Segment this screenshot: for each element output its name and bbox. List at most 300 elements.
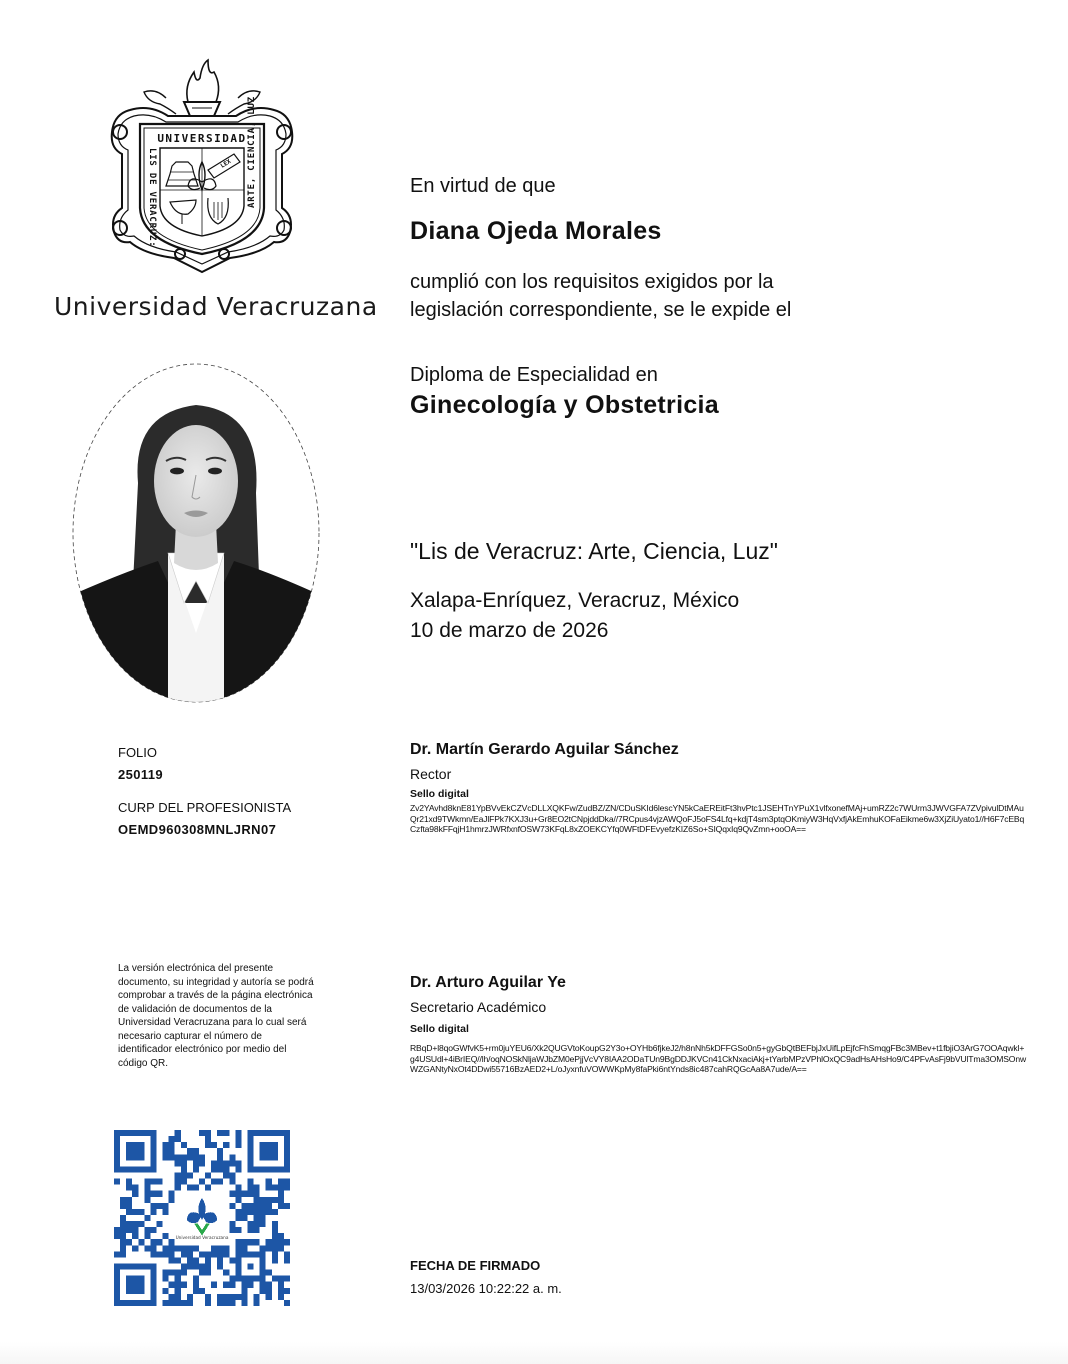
qr-module: [248, 1179, 254, 1185]
validation-notice: La versión electrónica del presente documento, su integridad y autoría se podrá comprobar a través de la página electrónica de validación de documentos de la Universidad Veracruzana para lo cual será necesario capturar el número de identificador electrónico por medio del código QR.: [118, 963, 314, 1069]
qr-module: [272, 1221, 278, 1227]
qr-module: [211, 1245, 217, 1251]
qr-module: [235, 1197, 241, 1203]
qr-module: [181, 1245, 187, 1251]
qr-module: [229, 1160, 235, 1166]
qr-module: [272, 1257, 278, 1263]
qr-module: [193, 1148, 199, 1154]
qr-module: [175, 1288, 181, 1294]
qr-module: [217, 1264, 223, 1270]
qr-module: [254, 1227, 260, 1233]
qr-module: [169, 1294, 175, 1300]
qr-module: [169, 1300, 175, 1306]
qr-module: [144, 1179, 150, 1185]
qr-module: [169, 1257, 175, 1263]
secretary-seal-label: Sello digital: [410, 1023, 469, 1035]
qr-module: [223, 1160, 229, 1166]
qr-module: [260, 1221, 266, 1227]
qr-module: [175, 1282, 181, 1288]
qr-module: [241, 1282, 247, 1288]
qr-module: [169, 1142, 175, 1148]
qr-module: [266, 1179, 272, 1185]
qr-module: [144, 1245, 150, 1251]
qr-module: [163, 1233, 169, 1239]
qr-module: [126, 1221, 132, 1227]
university-name-wordmark: Universidad Veracruzana: [54, 292, 378, 321]
qr-module: [150, 1203, 156, 1209]
qr-module: [217, 1245, 223, 1251]
qr-module: [229, 1227, 235, 1233]
qr-module: [241, 1215, 247, 1221]
qr-module: [150, 1209, 156, 1215]
qr-module: [126, 1203, 132, 1209]
curp-label: CURP DEL PROFESIONISTA: [118, 800, 292, 815]
qr-module: [163, 1276, 169, 1282]
qr-module: [181, 1172, 187, 1178]
qr-module: [235, 1191, 241, 1197]
qr-module: [266, 1203, 272, 1209]
qr-module: [223, 1245, 229, 1251]
qr-module: [284, 1257, 290, 1263]
qr-module: [120, 1245, 126, 1251]
qr-module: [144, 1191, 150, 1197]
qr-module: [199, 1264, 205, 1270]
qr-module: [187, 1257, 193, 1263]
qr-module: [169, 1251, 175, 1257]
qr-module: [217, 1294, 223, 1300]
qr-module: [254, 1294, 260, 1300]
qr-module: [266, 1288, 272, 1294]
secretary-role: Secretario Académico: [410, 999, 547, 1015]
qr-module: [187, 1148, 193, 1154]
qr-module: [156, 1239, 162, 1245]
qr-module: [217, 1251, 223, 1257]
qr-module: [205, 1300, 211, 1306]
qr-module: [278, 1191, 284, 1197]
qr-module: [272, 1185, 278, 1191]
qr-module: [217, 1148, 223, 1154]
qr-module: [278, 1233, 284, 1239]
qr-module: [229, 1276, 235, 1282]
qr-module: [229, 1191, 235, 1197]
qr-module: [235, 1227, 241, 1233]
qr-module: [193, 1160, 199, 1166]
qr-module: [163, 1142, 169, 1148]
qr-module: [138, 1209, 144, 1215]
qr-module: [163, 1148, 169, 1154]
qr-module: [223, 1142, 229, 1148]
qr-module: [223, 1251, 229, 1257]
qr-module: [284, 1179, 290, 1185]
qr-module: [205, 1136, 211, 1142]
qr-module: [163, 1288, 169, 1294]
qr-module: [235, 1294, 241, 1300]
curp-value: OEMD960308MNLJRN07: [118, 822, 277, 837]
qr-module: [278, 1197, 284, 1203]
qr-module: [248, 1209, 254, 1215]
qr-module: [229, 1221, 235, 1227]
qr-module: [260, 1215, 266, 1221]
qr-module: [223, 1300, 229, 1306]
qr-module: [144, 1185, 150, 1191]
secretary-digital-seal: RBqD+l8qoGWfvK5+rm0juYEU6/Xk2QUGVtoKoupG2Y3o+OYHb6fjkeJ2/h8nNh5kDFFGSo0n5+gyGbQtBEFbjJxUifLpEjfcFhSmqgFBc3MBev+t1fbjiO3ArG7OOAqwkl+g4USUdl+4iBrIEQ//lh/oqNOSkNljaWJbZM0ePjjVcVY8IAA2ODaTUn9BgDDJKVCn41CkNxaciAkj+tYarbMPzVPhlOxQC9adHsAHsHo9/C4PFvAsFj9bVUlTma3OMSOnwWZGANtyNxOt4DDwi55716BzAED2+L/oJyxnfuVOWWKpMy8faPki6ntYnds8ic487cahRQGcAa8A7ude/A==: [410, 1043, 1027, 1074]
qr-module: [205, 1185, 211, 1191]
qr-module: [284, 1203, 290, 1209]
qr-module: [217, 1160, 223, 1166]
qr-module: [120, 1215, 126, 1221]
rector-seal-label: Sello digital: [410, 788, 469, 800]
qr-module: [138, 1221, 144, 1227]
qr-module: [272, 1227, 278, 1233]
qr-module: [175, 1270, 181, 1276]
qr-module: [156, 1203, 162, 1209]
qr-module: [175, 1160, 181, 1166]
folio-label: FOLIO: [118, 745, 158, 760]
qr-module: [187, 1172, 193, 1178]
qr-module: [193, 1264, 199, 1270]
qr-module: [260, 1203, 266, 1209]
qr-module: [272, 1233, 278, 1239]
qr-module: [229, 1172, 235, 1178]
qr-module: [193, 1245, 199, 1251]
qr-module: [181, 1154, 187, 1160]
qr-module: [278, 1185, 284, 1191]
qr-module: [248, 1227, 254, 1233]
qr-module: [254, 1300, 260, 1306]
qr-module: [120, 1203, 126, 1209]
qr-module: [223, 1270, 229, 1276]
qr-module: [169, 1282, 175, 1288]
qr-module: [235, 1245, 241, 1251]
signing-date-label: FECHA DE FIRMADO: [410, 1258, 541, 1273]
svg-text:UNIVERSIDAD: UNIVERSIDAD: [157, 132, 247, 145]
qr-module: [175, 1154, 181, 1160]
qr-module: [235, 1215, 241, 1221]
qr-module: [150, 1179, 156, 1185]
qr-module: [272, 1239, 278, 1245]
qr-module: [193, 1282, 199, 1288]
qr-module: [278, 1245, 284, 1251]
qr-module: [199, 1288, 205, 1294]
qr-module: [284, 1239, 290, 1245]
qr-module: [223, 1282, 229, 1288]
intro-text: En virtud de que: [410, 175, 556, 197]
qr-module: [181, 1270, 187, 1276]
qr-module: [205, 1264, 211, 1270]
body-line-1: cumplió con los requisitos exigidos por la: [410, 271, 774, 293]
qr-module: [223, 1130, 229, 1136]
qr-module: [187, 1294, 193, 1300]
qr-module: [199, 1130, 205, 1136]
qr-module: [217, 1300, 223, 1306]
qr-module: [181, 1179, 187, 1185]
qr-module: [193, 1257, 199, 1263]
qr-module: [278, 1239, 284, 1245]
qr-module: [199, 1160, 205, 1166]
qr-module: [138, 1239, 144, 1245]
qr-module: [260, 1245, 266, 1251]
qr-module: [169, 1154, 175, 1160]
qr-module: [181, 1282, 187, 1288]
qr-module: [248, 1221, 254, 1227]
qr-module: [254, 1191, 260, 1197]
qr-module: [254, 1185, 260, 1191]
qr-module: [241, 1239, 247, 1245]
qr-module: [132, 1221, 138, 1227]
svg-text:LIS DE VERACRUZ:: LIS DE VERACRUZ:: [147, 148, 157, 248]
qr-module: [126, 1185, 132, 1191]
qr-module: [272, 1251, 278, 1257]
qr-module: [241, 1245, 247, 1251]
qr-module: [181, 1264, 187, 1270]
qr-module: [175, 1276, 181, 1282]
qr-module: [266, 1239, 272, 1245]
qr-module: [144, 1227, 150, 1233]
specialty-title: Ginecología y Obstetricia: [410, 391, 719, 419]
qr-module: [254, 1197, 260, 1203]
qr-module: [175, 1245, 181, 1251]
qr-module: [223, 1166, 229, 1172]
qr-module: [144, 1215, 150, 1221]
qr-module: [211, 1282, 217, 1288]
rector-name: Dr. Martín Gerardo Aguilar Sánchez: [410, 741, 679, 758]
qr-module: [163, 1300, 169, 1306]
qr-module: [199, 1179, 205, 1185]
qr-module: [175, 1294, 181, 1300]
qr-module: [199, 1251, 205, 1257]
secretary-name: Dr. Arturo Aguilar Ye: [410, 974, 566, 991]
qr-module: [175, 1172, 181, 1178]
qr-module: [181, 1160, 187, 1166]
qr-module: [169, 1270, 175, 1276]
university-motto: "Lis de Veracruz: Arte, Ciencia, Luz": [410, 538, 778, 564]
qr-module: [248, 1282, 254, 1288]
qr-module: [260, 1288, 266, 1294]
qr-module: [181, 1251, 187, 1257]
qr-module: [229, 1154, 235, 1160]
qr-module: [163, 1154, 169, 1160]
qr-module: [284, 1300, 290, 1306]
qr-module: [150, 1191, 156, 1197]
qr-module: [120, 1239, 126, 1245]
qr-module: [241, 1288, 247, 1294]
qr-module: [132, 1191, 138, 1197]
qr-module: [248, 1185, 254, 1191]
qr-module: [254, 1239, 260, 1245]
qr-module: [223, 1294, 229, 1300]
diploma-body-text: [410, 268, 791, 324]
qr-module: [132, 1245, 138, 1251]
qr-module: [217, 1166, 223, 1172]
qr-module: [156, 1179, 162, 1185]
qr-logo-text: [176, 1235, 229, 1240]
qr-module: [187, 1185, 193, 1191]
qr-module: [278, 1179, 284, 1185]
qr-module: [241, 1209, 247, 1215]
qr-module: [156, 1191, 162, 1197]
qr-module: [235, 1239, 241, 1245]
issue-date: 10 de marzo de 2026: [410, 619, 609, 642]
qr-module: [132, 1209, 138, 1215]
qr-module: [156, 1221, 162, 1227]
qr-module: [193, 1288, 199, 1294]
qr-module: [175, 1130, 181, 1136]
qr-module: [211, 1166, 217, 1172]
qr-module: [235, 1136, 241, 1142]
qr-module: [235, 1166, 241, 1172]
qr-module: [187, 1300, 193, 1306]
qr-module: [169, 1239, 175, 1245]
qr-module: [205, 1251, 211, 1257]
qr-module: [199, 1270, 205, 1276]
diploma-type: Diploma de Especialidad en: [410, 364, 658, 386]
qr-module: [241, 1300, 247, 1306]
qr-module: [266, 1185, 272, 1191]
qr-module: [205, 1172, 211, 1178]
qr-module: [150, 1239, 156, 1245]
qr-module: [241, 1294, 247, 1300]
qr-module: [266, 1282, 272, 1288]
qr-module: [272, 1197, 278, 1203]
qr-module: [120, 1251, 126, 1257]
qr-module: [175, 1136, 181, 1142]
qr-module: [175, 1257, 181, 1263]
qr-module: [120, 1233, 126, 1239]
qr-module: [272, 1276, 278, 1282]
qr-module: [284, 1288, 290, 1294]
qr-module: [150, 1251, 156, 1257]
qr-module: [120, 1197, 126, 1203]
qr-module: [193, 1276, 199, 1282]
qr-module: [217, 1179, 223, 1185]
qr-module: [248, 1191, 254, 1197]
qr-module: [126, 1179, 132, 1185]
qr-module: [126, 1197, 132, 1203]
qr-module: [175, 1300, 181, 1306]
qr-module: [144, 1197, 150, 1203]
qr-module: [229, 1300, 235, 1306]
qr-module: [278, 1203, 284, 1209]
qr-module: [217, 1257, 223, 1263]
qr-module: [114, 1251, 120, 1257]
qr-module: [284, 1251, 290, 1257]
qr-module: [278, 1282, 284, 1288]
qr-module: [223, 1172, 229, 1178]
qr-module: [211, 1179, 217, 1185]
qr-module: [205, 1294, 211, 1300]
qr-module: [235, 1130, 241, 1136]
qr-module: [132, 1233, 138, 1239]
qr-module: [260, 1282, 266, 1288]
qr-module: [272, 1209, 278, 1215]
qr-module: [260, 1209, 266, 1215]
qr-module: [169, 1136, 175, 1142]
svg-text:LEX: LEX: [219, 158, 233, 170]
rector-digital-seal: Zv2YAvhd8knE81YpBVvEkCZVcDLLXQKFw/ZudBZ/ZN/CDuSKId6lescYN5kCaEREitFt3hvPtc1JSEHTnYPuX1vlfxonefMAj+umRZ2c7WUrm3JWVGFA7ZVpivulDtMAuQr21xd9TWkmn/EaJlFPk7KXJ3u+Gr8EO2tCNpjddDka//7RCpus4vjzAWQoFJ5oFS4Lfq+kdjT4sm3ptqOKmiyW3HqVxfjAkEmhuKOFaEikme6w3XjZiUyato1//H6F7cEBqCzfta98kFFqjH1hmrzJWRfxnfOSW73KFqL8xZOEKCYfq0WFtDFEvyefzKIZ6So+SIQqxIq9QvZmn+ooOA==: [410, 803, 1025, 834]
qr-module: [211, 1142, 217, 1148]
qr-module: [169, 1191, 175, 1197]
qr-module: [254, 1209, 260, 1215]
qr-module: [114, 1233, 120, 1239]
qr-module: [187, 1154, 193, 1160]
qr-module: [144, 1233, 150, 1239]
qr-module: [126, 1209, 132, 1215]
qr-module: [211, 1251, 217, 1257]
university-seal-logo: [104, 58, 300, 280]
qr-module: [266, 1245, 272, 1251]
qr-module: [181, 1142, 187, 1148]
qr-module: [248, 1203, 254, 1209]
qr-module: [284, 1276, 290, 1282]
qr-module: [181, 1166, 187, 1172]
qr-module: [260, 1197, 266, 1203]
qr-module: [120, 1221, 126, 1227]
qr-module: [132, 1185, 138, 1191]
qr-module: [235, 1185, 241, 1191]
qr-module: [278, 1276, 284, 1282]
qr-module: [229, 1282, 235, 1288]
qr-module: [175, 1185, 181, 1191]
qr-module: [229, 1294, 235, 1300]
qr-module: [169, 1197, 175, 1203]
qr-module: [169, 1148, 175, 1154]
qr-module: [199, 1154, 205, 1160]
qr-module: [278, 1288, 284, 1294]
qr-module: [114, 1227, 120, 1233]
qr-module: [217, 1154, 223, 1160]
qr-module: [266, 1209, 272, 1215]
qr-module: [266, 1197, 272, 1203]
qr-module: [120, 1227, 126, 1233]
qr-module: [163, 1203, 169, 1209]
qr-module: [193, 1166, 199, 1172]
recipient-photo: [72, 363, 320, 703]
qr-module: [254, 1215, 260, 1221]
recipient-name: Diana Ojeda Morales: [410, 217, 662, 245]
qr-module: [163, 1209, 169, 1215]
qr-module: [205, 1130, 211, 1136]
qr-center-logo: [176, 1194, 229, 1243]
qr-module: [175, 1179, 181, 1185]
qr-module: [235, 1209, 241, 1215]
qr-module: [229, 1179, 235, 1185]
qr-module: [284, 1185, 290, 1191]
qr-module: [205, 1257, 211, 1263]
qr-module: [187, 1251, 193, 1257]
qr-module: [278, 1294, 284, 1300]
qr-module: [187, 1245, 193, 1251]
qr-module: [211, 1160, 217, 1166]
svg-text:ARTE, CIENCIA, LUZ: ARTE, CIENCIA, LUZ: [247, 96, 257, 208]
qr-module: [163, 1270, 169, 1276]
qr-module: [132, 1227, 138, 1233]
qr-module: [150, 1227, 156, 1233]
qr-module: [114, 1179, 120, 1185]
folio-value: 250119: [118, 767, 164, 782]
qr-module: [217, 1130, 223, 1136]
qr-module: [254, 1203, 260, 1209]
qr-module: [126, 1227, 132, 1233]
qr-module: [266, 1294, 272, 1300]
qr-module: [254, 1221, 260, 1227]
qr-module: [169, 1245, 175, 1251]
qr-module: [126, 1239, 132, 1245]
validation-qr-code[interactable]: [114, 1130, 290, 1306]
body-line-2: legislación correspondiente, se le expide el: [410, 299, 792, 321]
qr-module: [248, 1239, 254, 1245]
qr-module: [241, 1203, 247, 1209]
qr-module: [266, 1270, 272, 1276]
